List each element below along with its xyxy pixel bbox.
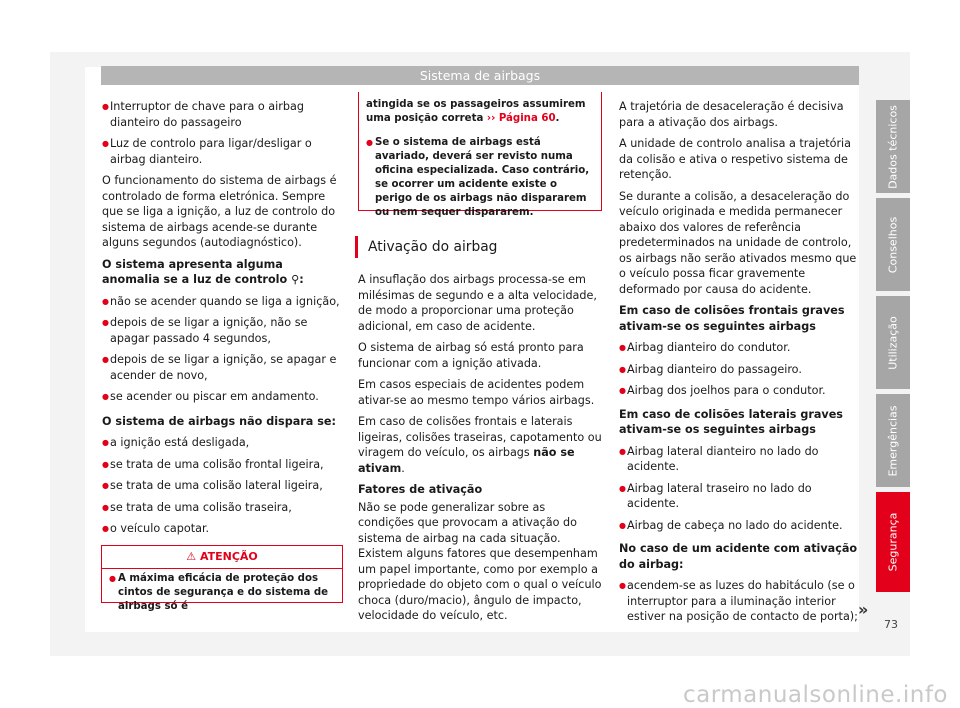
paragraph: A insuflação dos airbags processa-se em milésimas de segundo e a alta velocidade, de modo a proporcionar uma proteção adicional, em caso de acidente. <box>358 273 597 333</box>
paragraph: A trajetória de desaceleração é decisiva para a ativação dos airbags. <box>619 100 844 129</box>
list-item: ● Luz de controlo para ligar/desligar o airbag dianteiro. <box>102 136 342 167</box>
list-item: ● Airbag lateral traseiro no lado do acidente. <box>619 481 859 512</box>
list-item: ● Interruptor de chave para o airbag dianteiro do passageiro <box>102 99 342 130</box>
watermark: carmanualsonline.info <box>682 682 948 708</box>
page-header: Sistema de airbags <box>101 66 859 85</box>
continue-icon: » <box>858 600 869 619</box>
list-item: ● não se acender quando se liga a ignição, <box>102 294 342 310</box>
tab-conselhos[interactable] <box>876 198 910 291</box>
paragraph: Se durante a colisão, a desaceleração do veículo originada e medida permanecer abaixo dos valores de referência predeterminados na unidade de controlo, os airbags não serão ativados mesmo que o veículo possa ficar gravemente deformado por causa do acidente. <box>619 189 857 296</box>
paragraph-bold: não se ativam <box>358 446 575 475</box>
warning-title: ATENÇÃO <box>199 550 258 563</box>
list-item: ● a ignição está desligada, <box>102 435 342 451</box>
subheading-text: O sistema apresenta alguma anomalia se a luz de controlo <box>102 257 288 286</box>
list-item: ● se trata de uma colisão lateral ligeira, <box>102 478 342 494</box>
subheading <box>102 257 342 288</box>
list-item: ● se trata de uma colisão frontal ligeira, <box>102 457 342 473</box>
airbag-warning-icon: ⚲ <box>291 273 300 286</box>
warning-continued-text: atingida se os passageiros assumirem uma posição correta ›› Página 60. <box>366 99 586 124</box>
paragraph: Não se pode generalizar sobre as condições que provocam a ativação do sistema de airbag na cada situação. Existem alguns fatores que desempenham um papel importante, como por exemplo a propriedade do objeto com o qual o veículo choca (duro/macio), ângulo de impacto, velocidade do veículo, etc. <box>358 500 602 622</box>
list-item: ● Airbag dos joelhos para o condutor. <box>619 383 859 399</box>
list-item: ● Airbag lateral dianteiro no lado do acidente. <box>619 444 859 475</box>
tab-label: Dados técnicos <box>886 104 900 189</box>
list-item: ● acendem-se as luzes do habitáculo (se o interruptor para a iluminação interior estiver na posição de contacto de porta); <box>619 578 859 625</box>
tab-dados-tecnicos[interactable] <box>876 100 910 193</box>
paragraph-text: Em caso de colisões frontais e laterais ligeiras, colisões traseiras, capotamento ou viragem do veículo, os airbags <box>358 415 602 459</box>
warning-text: atingida se os passageiros assumirem uma posição correta <box>366 99 586 124</box>
paragraph: A unidade de controlo analisa a trajetória da colisão e ativa o respetivo sistema de retenção. <box>619 137 852 181</box>
warning-box <box>101 545 343 612</box>
list-item: ● Airbag dianteiro do condutor. <box>619 340 859 356</box>
tab-utilizacao[interactable] <box>876 296 910 389</box>
subheading: Fatores de ativação <box>358 483 483 496</box>
list-item: ● se trata de uma colisão traseira, <box>102 500 342 516</box>
list-item: ● depois de se ligar a ignição, se apagar e acender de novo, <box>102 352 342 383</box>
colon: : <box>299 273 304 286</box>
page-number: 73 <box>884 618 898 631</box>
warning-text: ● A máxima eficácia de proteção dos cintos de segurança e do sistema de airbags só é <box>109 572 336 614</box>
column-3 <box>619 99 859 631</box>
tab-emergencias[interactable] <box>876 394 910 487</box>
list-item: ● Airbag de cabeça no lado do acidente. <box>619 518 859 534</box>
paragraph-end: . <box>401 461 405 475</box>
list-item: ● se acender ou piscar em andamento. <box>102 389 342 405</box>
warning-triangle-icon: ⚠ <box>186 550 197 563</box>
warning-header <box>102 546 342 569</box>
column-1 <box>102 99 342 543</box>
warning-box-continued <box>358 92 602 218</box>
subheading: No caso de um acidente com ativação do airbag: <box>619 542 858 571</box>
list-item: ● depois de se ligar a ignição, não se apagar passado 4 segundos, <box>102 315 342 346</box>
list-item: ● Airbag dianteiro do passageiro. <box>619 362 859 378</box>
warning-text: ● Se o sistema de airbags está avariado, deverá ser revisto numa oficina especializada. Caso contrário, se ocorrer um acidente existe o perigo de os airbags não dispararem ou nem sequer dispararem. <box>366 136 595 220</box>
list-item: ● o veículo capotar. <box>102 521 342 537</box>
paragraph: Em casos especiais de acidentes podem ativar-se ao mesmo tempo vários airbags. <box>358 378 595 407</box>
paragraph <box>358 414 602 476</box>
column-2 <box>358 272 602 630</box>
tab-label: Segurança <box>886 512 900 572</box>
subheading: Em caso de colisões frontais graves ativam-se os seguintes airbags <box>619 304 845 333</box>
tab-seguranca[interactable] <box>876 492 910 592</box>
subheading: Em caso de colisões laterais graves ativam-se os seguintes airbags <box>619 407 843 436</box>
paragraph: O sistema de airbag só está pronto para funcionar com a ignição ativada. <box>358 341 584 370</box>
paragraph: O funcionamento do sistema de airbags é controlado de forma eletrónica. Sempre que se liga a ignição, a luz de controlo do sistema de airbags acende-se durante alguns segundos (autodiagnóstico). <box>102 174 337 249</box>
tab-label: Emergências <box>886 404 900 477</box>
section-title: Ativação do airbag <box>355 236 613 258</box>
tab-label: Conselhos <box>886 216 900 273</box>
tab-label: Utilização <box>886 315 900 370</box>
page-reference-link[interactable]: ›› Página 60 <box>486 113 556 124</box>
subheading: O sistema de airbags não dispara se: <box>102 414 336 428</box>
